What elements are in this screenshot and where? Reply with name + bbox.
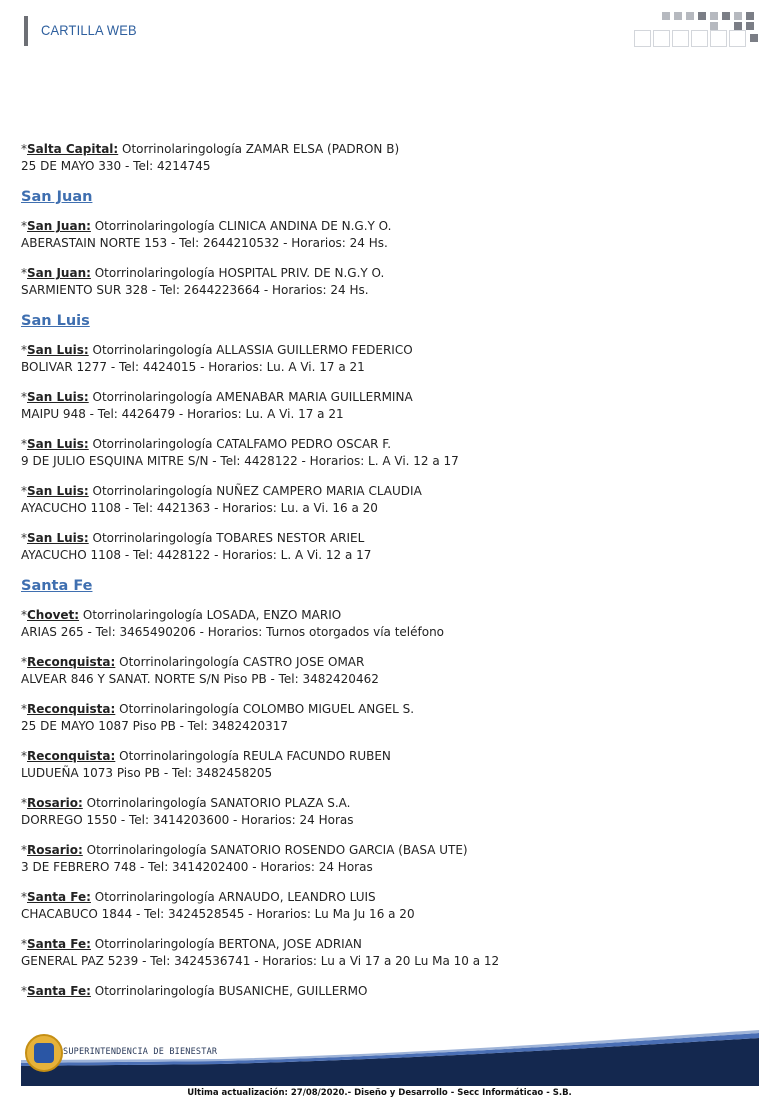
provider-address: ARIAS 265 - Tel: 3465490206 - Horarios: Turnos otorgados vía teléfono <box>21 625 445 639</box>
provider-name: Otorrinolaringología CLINICA ANDINA DE N.G.Y O. <box>90 219 392 233</box>
bullet-asterisk: * <box>21 655 27 669</box>
provider-address: LUDUEÑA 1073 Piso PB - Tel: 3482458205 <box>21 766 273 780</box>
provider-name: Otorrinolaringología ARNAUDO, LEANDRO LUIS <box>90 890 376 904</box>
bullet-asterisk: * <box>21 484 27 498</box>
provider-address: AYACUCHO 1108 - Tel: 4428122 - Horarios: L. A Vi. 12 a 17 <box>21 548 372 562</box>
provider-line-1 <box>21 141 741 158</box>
provider-address: MAIPU 948 - Tel: 4426479 - Horarios: Lu. A Vi. 17 a 21 <box>21 407 344 421</box>
provider-entry <box>21 842 741 876</box>
provider-address: ABERASTAIN NORTE 153 - Tel: 2644210532 - Horarios: 24 Hs. <box>21 236 388 250</box>
provider-line-1 <box>21 701 741 718</box>
provider-line-1 <box>21 654 741 671</box>
decorative-squares-icon <box>634 10 759 48</box>
provider-entry <box>21 983 741 1000</box>
provider-city: San Luis: <box>27 531 89 545</box>
bullet-asterisk: * <box>21 390 27 404</box>
provider-entry <box>21 342 741 376</box>
provider-address: CHACABUCO 1844 - Tel: 3424528545 - Horarios: Lu Ma Ju 16 a 20 <box>21 907 415 921</box>
provider-line-1 <box>21 889 741 906</box>
bullet-asterisk: * <box>21 749 27 763</box>
provider-city: San Juan: <box>27 219 91 233</box>
provider-entry <box>21 141 741 175</box>
provider-line-1 <box>21 218 741 235</box>
provider-entry <box>21 436 741 470</box>
provider-city: Rosario: <box>27 843 83 857</box>
provider-name: Otorrinolaringología ZAMAR ELSA (PADRON B) <box>118 142 400 156</box>
provider-entry <box>21 607 741 641</box>
provider-entry <box>21 530 741 564</box>
provider-city: San Luis: <box>27 390 89 404</box>
provider-city: San Juan: <box>27 266 91 280</box>
provider-name: Otorrinolaringología CATALFAMO PEDRO OSCAR F. <box>88 437 392 451</box>
provider-address: DORREGO 1550 - Tel: 3414203600 - Horarios: 24 Horas <box>21 813 354 827</box>
provider-line-1 <box>21 389 741 406</box>
provider-address: SARMIENTO SUR 328 - Tel: 2644223664 - Horarios: 24 Hs. <box>21 283 369 297</box>
page-footer <box>21 1030 759 1086</box>
provider-city: Salta Capital: <box>27 142 119 156</box>
provider-name: Otorrinolaringología BUSANICHE, GUILLERMO <box>90 984 368 998</box>
provider-line-1 <box>21 795 741 812</box>
bullet-asterisk: * <box>21 142 27 156</box>
provider-name: Otorrinolaringología TOBARES NESTOR ARIEL <box>88 531 365 545</box>
provider-address: ALVEAR 846 Y SANAT. NORTE S/N Piso PB - Tel: 3482420462 <box>21 672 379 686</box>
provider-list <box>21 141 741 1013</box>
last-update-line: Ultima actualización: 27/08/2020.- Diseño y Desarrollo - Secc Informáticao - S.B. <box>187 1088 572 1098</box>
provider-name: Otorrinolaringología LOSADA, ENZO MARIO <box>79 608 342 622</box>
provider-address: 25 DE MAYO 1087 Piso PB - Tel: 3482420317 <box>21 719 288 733</box>
bullet-asterisk: * <box>21 219 27 233</box>
provider-address: 3 DE FEBRERO 748 - Tel: 3414202400 - Horarios: 24 Horas <box>21 860 373 874</box>
provider-line-1 <box>21 436 741 453</box>
provider-entry <box>21 265 741 299</box>
provider-name: Otorrinolaringología NUÑEZ CAMPERO MARIA CLAUDIA <box>88 484 422 498</box>
bullet-asterisk: * <box>21 437 27 451</box>
bullet-asterisk: * <box>21 343 27 357</box>
provider-name: Otorrinolaringología CASTRO JOSE OMAR <box>115 655 365 669</box>
provider-line-1 <box>21 983 741 1000</box>
provider-address: BOLIVAR 1277 - Tel: 4424015 - Horarios: Lu. A Vi. 17 a 21 <box>21 360 365 374</box>
provider-line-1 <box>21 748 741 765</box>
footer-wave-graphic <box>21 1030 759 1086</box>
footer-org-name: SUPERINTENDENCIA DE BIENESTAR <box>63 1047 218 1057</box>
provider-entry <box>21 654 741 688</box>
provider-address: 25 DE MAYO 330 - Tel: 4214745 <box>21 159 211 173</box>
provider-name: Otorrinolaringología SANATORIO ROSENDO GARCIA (BASA UTE) <box>82 843 468 857</box>
page-header <box>0 0 759 60</box>
provider-line-1 <box>21 607 741 624</box>
provider-line-1 <box>21 842 741 859</box>
provider-name: Otorrinolaringología BERTONA, JOSE ADRIAN <box>90 937 362 951</box>
provider-city: San Luis: <box>27 343 89 357</box>
provider-entry <box>21 701 741 735</box>
provider-city: San Luis: <box>27 484 89 498</box>
provider-entry <box>21 483 741 517</box>
provider-city: Chovet: <box>27 608 80 622</box>
provider-entry <box>21 389 741 423</box>
bullet-asterisk: * <box>21 531 27 545</box>
provider-line-1 <box>21 483 741 500</box>
provider-entry <box>21 889 741 923</box>
provider-city: San Luis: <box>27 437 89 451</box>
provider-address: GENERAL PAZ 5239 - Tel: 3424536741 - Horarios: Lu a Vi 17 a 20 Lu Ma 10 a 12 <box>21 954 500 968</box>
provider-line-1 <box>21 936 741 953</box>
provider-city: Santa Fe: <box>27 890 91 904</box>
header-accent-bar <box>24 16 28 46</box>
provider-entry <box>21 748 741 782</box>
section-heading[interactable]: San Luis <box>21 313 90 329</box>
bullet-asterisk: * <box>21 702 27 716</box>
provider-city: Reconquista: <box>27 702 116 716</box>
provider-entry <box>21 936 741 970</box>
bullet-asterisk: * <box>21 890 27 904</box>
section-heading[interactable]: San Juan <box>21 189 93 205</box>
institution-seal-icon <box>25 1034 63 1072</box>
page-title: CARTILLA WEB <box>41 22 137 38</box>
bullet-asterisk: * <box>21 608 27 622</box>
provider-name: Otorrinolaringología AMENABAR MARIA GUILLERMINA <box>88 390 413 404</box>
provider-name: Otorrinolaringología SANATORIO PLAZA S.A. <box>82 796 351 810</box>
section-heading[interactable]: Santa Fe <box>21 578 93 594</box>
provider-line-1 <box>21 265 741 282</box>
bullet-asterisk: * <box>21 937 27 951</box>
bullet-asterisk: * <box>21 266 27 280</box>
provider-city: Reconquista: <box>27 749 116 763</box>
provider-name: Otorrinolaringología REULA FACUNDO RUBEN <box>115 749 391 763</box>
provider-entry <box>21 795 741 829</box>
provider-city: Reconquista: <box>27 655 116 669</box>
provider-name: Otorrinolaringología HOSPITAL PRIV. DE N.G.Y O. <box>90 266 385 280</box>
provider-name: Otorrinolaringología COLOMBO MIGUEL ANGEL S. <box>115 702 415 716</box>
bullet-asterisk: * <box>21 843 27 857</box>
provider-name: Otorrinolaringología ALLASSIA GUILLERMO FEDERICO <box>88 343 413 357</box>
provider-city: Santa Fe: <box>27 984 91 998</box>
provider-address: 9 DE JULIO ESQUINA MITRE S/N - Tel: 4428122 - Horarios: L. A Vi. 12 a 17 <box>21 454 459 468</box>
provider-city: Santa Fe: <box>27 937 91 951</box>
provider-entry <box>21 218 741 252</box>
provider-city: Rosario: <box>27 796 83 810</box>
provider-line-1 <box>21 342 741 359</box>
bullet-asterisk: * <box>21 984 27 998</box>
bullet-asterisk: * <box>21 796 27 810</box>
provider-address: AYACUCHO 1108 - Tel: 4421363 - Horarios: Lu. a Vi. 16 a 20 <box>21 501 378 515</box>
provider-line-1 <box>21 530 741 547</box>
